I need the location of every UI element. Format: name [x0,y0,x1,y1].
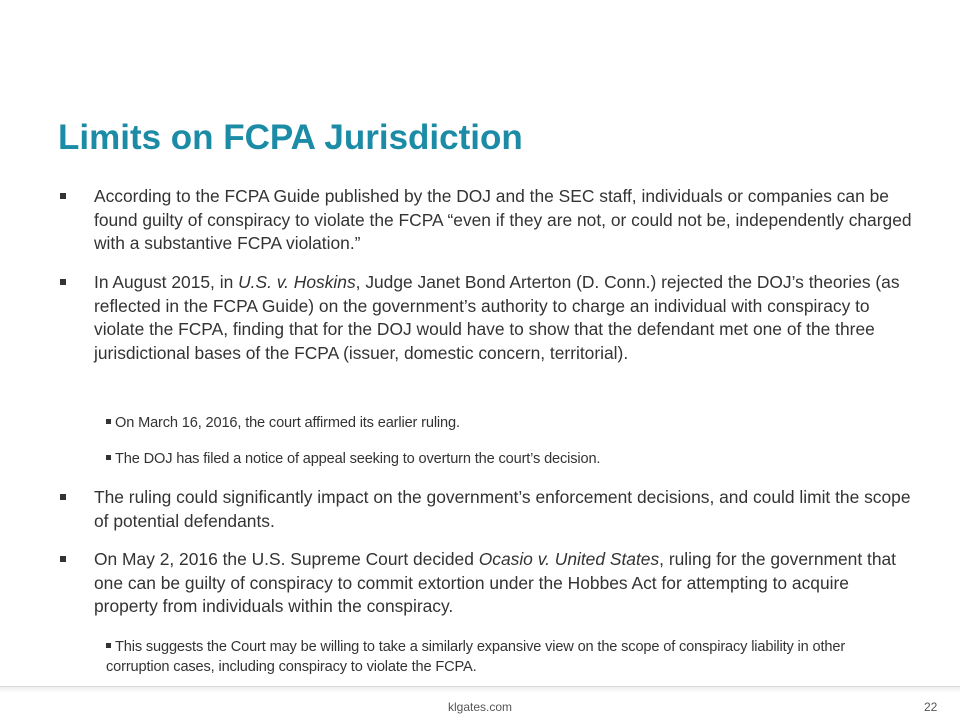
sub-bullet-text: On March 16, 2016, the court affirmed its earlier ruling. [115,415,460,431]
bullet-item [94,548,914,619]
case-name: U.S. v. Hoskins [238,272,356,292]
square-bullet-icon [106,419,111,424]
sub-bullet-text: This suggests the Court may be willing to take a similarly expansive view on the scope of conspiracy liability in other corruption cases, including conspiracy to violate the FCPA. [106,639,846,675]
bullet-item [94,486,914,533]
slide-title: Limits on FCPA Jurisdiction [58,118,523,157]
footer-site: klgates.com [447,700,513,714]
bullet-item [94,271,914,365]
bullet-item [94,185,914,256]
page-number: 22 [924,700,938,714]
square-bullet-icon [60,556,66,562]
bullet-text: On May 2, 2016 the U.S. Supreme Court decided [94,549,479,569]
sub-bullet-text: The DOJ has filed a notice of appeal seeking to overturn the court’s decision. [115,451,601,467]
square-bullet-icon [106,643,111,648]
square-bullet-icon [60,279,66,285]
bullet-text: The ruling could significantly impact on the government’s enforcement decisions, and could limit the scope of potential defendants. [94,487,911,531]
bullet-text-cont: , ruling for the government that one can be guilty of conspiracy to commit extortion under the Hobbes Act for attempting to acquire property from individuals within the conspiracy. [94,549,897,616]
square-bullet-icon [106,455,111,460]
bullet-text-cont: , Judge Janet Bond Arterton (D. Conn.) rejected the DOJ’s theories (as reflected in the FCPA Guide) on the government’s authority to charge an individual with conspiracy to violate the FCPA, finding that for the DOJ would have to show that the defendant met one of the three jurisdictional bases of the FCPA (issuer, domestic concern, territorial). [94,272,900,363]
bullet-text: In August 2015, in [94,272,239,292]
sub-bullet-item [106,413,906,433]
square-bullet-icon [60,494,66,500]
sub-bullet-item [106,637,906,677]
case-name: Ocasio v. United States [478,549,660,569]
square-bullet-icon [60,193,66,199]
sub-bullet-item [106,449,906,469]
footer-shadow [0,687,960,693]
bullet-text: According to the FCPA Guide published by the DOJ and the SEC staff, individuals or companies can be found guilty of conspiracy to violate the FCPA “even if they are not, or could not be, independently charged with a substantive FCPA violation.” [94,186,912,253]
